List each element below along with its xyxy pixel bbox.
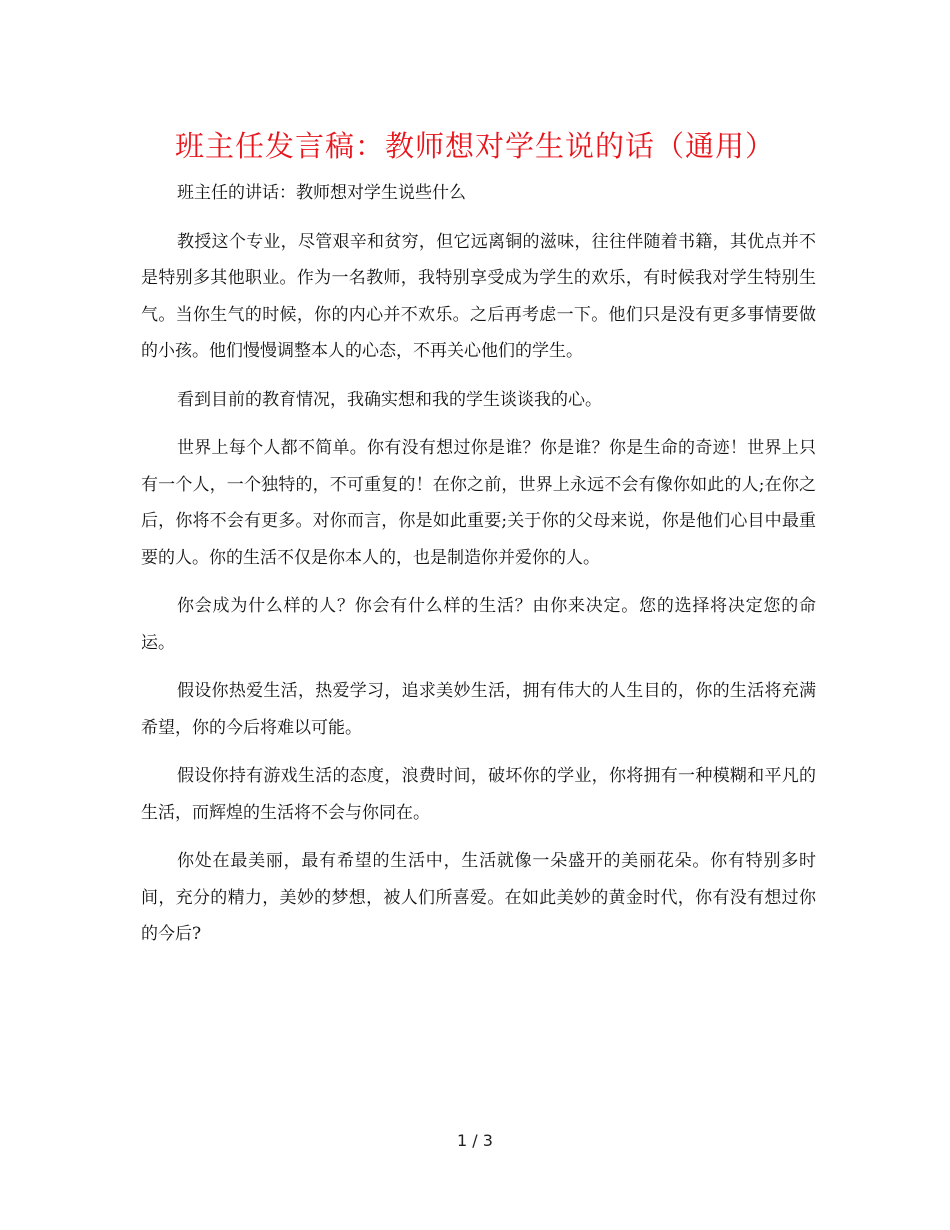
paragraph: 假设你热爱生活，热爱学习，追求美妙生活，拥有伟大的人生目的，你的生活将充满希望，你的今后将难以可能。 [141, 681, 816, 738]
paragraph: 你处在最美丽，最有希望的生活中，生活就像一朵盛开的美丽花朵。你有特别多时间，充分的精力，美妙的梦想，被人们所喜爱。在如此美妙的黄金时代，你有没有想过你的今后? [141, 851, 816, 944]
page-number: 1 / 3 [457, 1131, 493, 1150]
paragraph: 你会成为什么样的人？你会有什么样的生活？由你来决定。您的选择将决定您的命运。 [141, 596, 816, 653]
paragraph: 看到目前的教育情况，我确实想和我的学生谈谈我的心。 [177, 389, 602, 410]
document-body [141, 175, 816, 965]
paragraph: 世界上每个人都不简单。你有没有想过你是谁？你是谁？你是生命的奇迹！世界上只有一个人，一个独特的，不可重复的！在你之前，世界上永远不会有像你如此的人;在你之后，你将不会有更多。对你而言，你是如此重要;关于你的父母来说，你是他们心目中最重要的人。你的生活不仅是你本人的，也是制造你并爱你的人。 [141, 438, 816, 568]
document-title: 班主任发言稿：教师想对学生说的话（通用） [174, 129, 775, 163]
paragraph-subtitle: 班主任的讲话：教师想对学生说些什么 [177, 183, 466, 203]
paragraph: 教授这个专业，尽管艰辛和贫穷，但它远离铜的滋味，往往伴随着书籍，其优点并不是特别多其他职业。作为一名教师，我特别享受成为学生的欢乐，有时候我对学生特别生气。当你生气的时候，你的内心并不欢乐。之后再考虑一下。他们只是没有更多事情要做的小孩。他们慢慢调整本人的心态，不再关心他们的学生。 [141, 231, 816, 361]
paragraph: 假设你持有游戏生活的态度，浪费时间，破坏你的学业，你将拥有一种模糊和平凡的生活，而辉煌的生活将不会与你同在。 [141, 766, 816, 823]
